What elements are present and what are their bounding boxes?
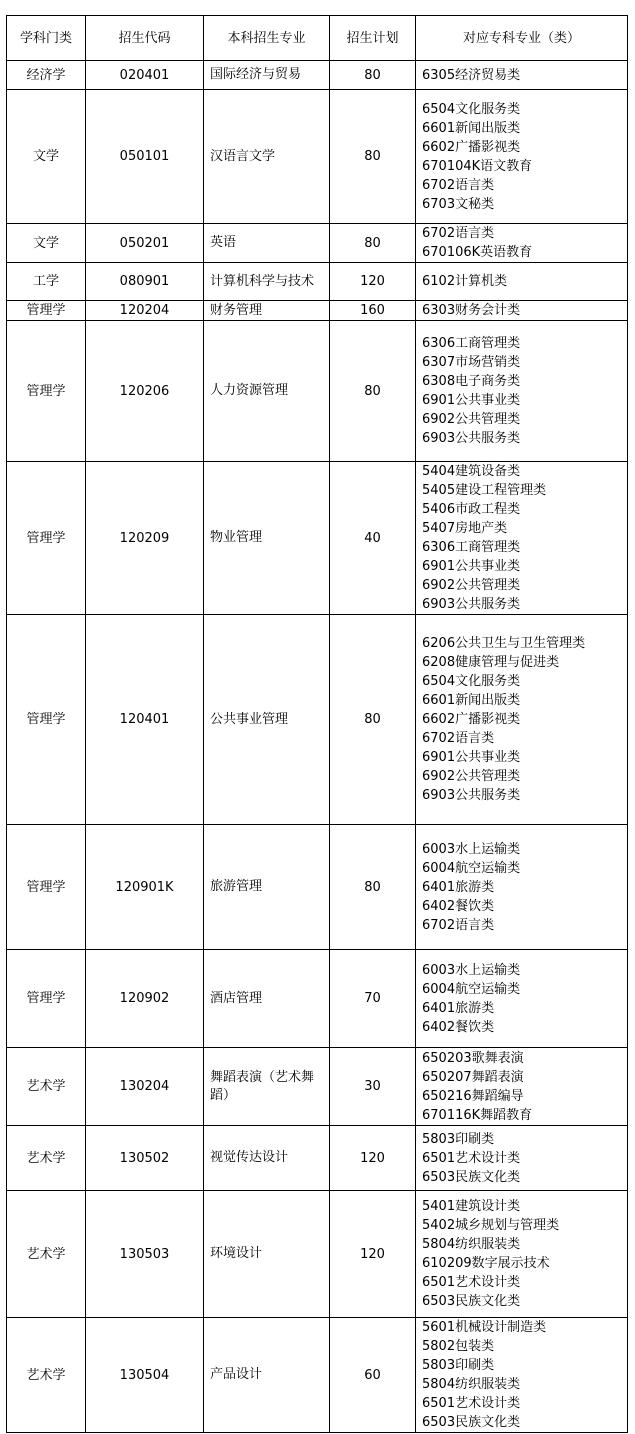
cell-related <box>416 321 628 462</box>
table-row <box>7 1191 628 1318</box>
enrollment-table <box>6 15 628 1433</box>
table-row <box>7 301 628 321</box>
cell-code: 130502 <box>86 1126 204 1191</box>
related-major: 6208健康管理与促进类 <box>422 655 560 670</box>
related-major: 6504文化服务类 <box>422 674 521 689</box>
cell-category: 管理学 <box>7 950 86 1048</box>
table-row <box>7 61 628 90</box>
related-major: 6902公共管理类 <box>422 769 521 784</box>
cell-related <box>416 1318 628 1433</box>
cell-major: 汉语言文学 <box>204 90 330 224</box>
cell-code: 130503 <box>86 1191 204 1318</box>
cell-category: 经济学 <box>7 61 86 90</box>
cell-major: 人力资源管理 <box>204 321 330 462</box>
related-major: 6402餐饮类 <box>422 898 495 914</box>
table-row <box>7 950 628 1048</box>
table-row <box>7 462 628 615</box>
table-row <box>7 263 628 301</box>
cell-plan: 80 <box>330 61 416 90</box>
cell-major: 国际经济与贸易 <box>204 61 330 90</box>
cell-major: 酒店管理 <box>204 950 330 1048</box>
cell-category: 管理学 <box>7 825 86 950</box>
related-major: 6306工商管理类 <box>422 336 521 351</box>
cell-related <box>416 263 628 301</box>
cell-code: 050101 <box>86 90 204 224</box>
cell-code: 050201 <box>86 224 204 263</box>
related-major: 5406市政工程类 <box>422 502 521 517</box>
cell-code: 120901K <box>86 825 204 950</box>
related-major: 6903公共服务类 <box>422 597 521 612</box>
cell-related <box>416 90 628 224</box>
cell-related <box>416 1126 628 1191</box>
cell-category: 管理学 <box>7 615 86 825</box>
cell-category: 工学 <box>7 263 86 301</box>
cell-plan: 30 <box>330 1048 416 1126</box>
related-major: 670116K舞蹈教育 <box>422 1107 533 1123</box>
cell-plan: 80 <box>330 90 416 224</box>
related-major: 670104K语文教育 <box>422 158 533 174</box>
related-major: 6004航空运输类 <box>422 981 521 997</box>
table-row <box>7 825 628 950</box>
related-major: 5803印刷类 <box>422 1131 495 1147</box>
related-major: 6601新闻出版类 <box>422 120 521 136</box>
cell-plan: 70 <box>330 950 416 1048</box>
related-major: 6702语言类 <box>422 177 495 193</box>
cell-related <box>416 615 628 825</box>
header-major: 本科招生专业 <box>204 16 330 61</box>
related-major: 6702语言类 <box>422 731 495 746</box>
cell-major: 计算机科学与技术 <box>204 263 330 301</box>
table-row <box>7 615 628 825</box>
cell-related <box>416 1048 628 1126</box>
related-major: 6401旅游类 <box>422 879 495 895</box>
cell-related <box>416 224 628 263</box>
cell-related <box>416 301 628 321</box>
related-major: 6702语言类 <box>422 917 495 933</box>
related-major: 6703文秘类 <box>422 196 495 212</box>
related-major: 6503民族文化类 <box>422 1415 521 1430</box>
related-major: 5402城乡规划与管理类 <box>422 1218 560 1233</box>
related-major: 6402餐饮类 <box>422 1019 495 1035</box>
related-major: 650203歌舞表演 <box>422 1050 524 1066</box>
cell-code: 020401 <box>86 61 204 90</box>
cell-related <box>416 61 628 90</box>
cell-major: 产品设计 <box>204 1318 330 1433</box>
related-major: 6503民族文化类 <box>422 1169 521 1185</box>
related-major: 650207舞蹈表演 <box>422 1069 524 1085</box>
related-major: 6602广播影视类 <box>422 712 521 727</box>
cell-plan: 80 <box>330 321 416 462</box>
cell-plan: 40 <box>330 462 416 615</box>
cell-category: 管理学 <box>7 462 86 615</box>
related-major: 6401旅游类 <box>422 1000 495 1016</box>
related-major: 6901公共事业类 <box>422 750 521 765</box>
related-major: 5407房地产类 <box>422 521 508 536</box>
cell-category: 文学 <box>7 90 86 224</box>
cell-plan: 120 <box>330 263 416 301</box>
cell-category: 艺术学 <box>7 1048 86 1126</box>
related-major: 610209数字展示技术 <box>422 1256 550 1271</box>
cell-major: 旅游管理 <box>204 825 330 950</box>
cell-category: 管理学 <box>7 321 86 462</box>
cell-code: 120206 <box>86 321 204 462</box>
cell-plan: 160 <box>330 301 416 321</box>
cell-related <box>416 825 628 950</box>
related-major: 6601新闻出版类 <box>422 693 521 708</box>
related-major: 6206公共卫生与卫生管理类 <box>422 636 586 651</box>
cell-plan: 80 <box>330 224 416 263</box>
related-major: 5405建设工程管理类 <box>422 483 547 498</box>
related-major: 5401建筑设计类 <box>422 1199 521 1214</box>
related-major: 5404建筑设备类 <box>422 464 521 479</box>
table-row <box>7 1048 628 1126</box>
header-plan: 招生计划 <box>330 16 416 61</box>
cell-major: 财务管理 <box>204 301 330 321</box>
table-row <box>7 90 628 224</box>
cell-major: 公共事业管理 <box>204 615 330 825</box>
related-major: 6303财务会计类 <box>422 303 521 318</box>
cell-major: 物业管理 <box>204 462 330 615</box>
cell-category: 管理学 <box>7 301 86 321</box>
cell-plan: 80 <box>330 615 416 825</box>
cell-category: 艺术学 <box>7 1191 86 1318</box>
related-major: 6504文化服务类 <box>422 101 521 117</box>
related-major: 6308电子商务类 <box>422 374 521 389</box>
related-major: 6004航空运输类 <box>422 860 521 876</box>
cell-plan: 80 <box>330 825 416 950</box>
cell-major: 舞蹈表演（艺术舞蹈） <box>204 1048 330 1126</box>
table-row <box>7 1126 628 1191</box>
related-major: 5601机械设计制造类 <box>422 1320 547 1335</box>
related-major: 6003水上运输类 <box>422 962 521 978</box>
related-major: 6901公共事业类 <box>422 393 521 408</box>
related-major: 5804纺织服装类 <box>422 1377 521 1392</box>
related-major: 6903公共服务类 <box>422 431 521 446</box>
cell-category: 艺术学 <box>7 1126 86 1191</box>
related-major: 6902公共管理类 <box>422 412 521 427</box>
table-header <box>7 16 628 61</box>
cell-code: 130204 <box>86 1048 204 1126</box>
related-major: 6307市场营销类 <box>422 355 521 370</box>
related-major: 5802包装类 <box>422 1339 495 1354</box>
table-row <box>7 224 628 263</box>
header-category: 学科门类 <box>7 16 86 61</box>
header-row <box>7 16 628 61</box>
related-major: 6901公共事业类 <box>422 559 521 574</box>
cell-plan: 120 <box>330 1126 416 1191</box>
cell-major: 英语 <box>204 224 330 263</box>
related-major: 6503民族文化类 <box>422 1294 521 1309</box>
related-major: 6501艺术设计类 <box>422 1275 521 1290</box>
related-major: 6102计算机类 <box>422 274 508 289</box>
table-row <box>7 321 628 462</box>
cell-related <box>416 1191 628 1318</box>
cell-code: 120204 <box>86 301 204 321</box>
cell-category: 文学 <box>7 224 86 263</box>
related-major: 6305经济贸易类 <box>422 67 521 83</box>
cell-related <box>416 462 628 615</box>
header-related: 对应专科专业（类） <box>416 16 628 61</box>
related-major: 6306工商管理类 <box>422 540 521 555</box>
cell-major: 视觉传达设计 <box>204 1126 330 1191</box>
cell-plan: 60 <box>330 1318 416 1433</box>
cell-code: 120209 <box>86 462 204 615</box>
cell-major: 环境设计 <box>204 1191 330 1318</box>
related-major: 5804纺织服装类 <box>422 1237 521 1252</box>
related-major: 6702语言类 <box>422 226 495 241</box>
cell-plan: 120 <box>330 1191 416 1318</box>
cell-code: 120902 <box>86 950 204 1048</box>
related-major: 6602广播影视类 <box>422 139 521 155</box>
related-major: 6501艺术设计类 <box>422 1396 521 1411</box>
cell-related <box>416 950 628 1048</box>
related-major: 6501艺术设计类 <box>422 1150 521 1166</box>
cell-code: 080901 <box>86 263 204 301</box>
cell-category: 艺术学 <box>7 1318 86 1433</box>
related-major: 5803印刷类 <box>422 1358 495 1373</box>
cell-code: 120401 <box>86 615 204 825</box>
related-major: 6003水上运输类 <box>422 841 521 857</box>
table-row <box>7 1318 628 1433</box>
related-major: 6903公共服务类 <box>422 788 521 803</box>
related-major: 650216舞蹈编导 <box>422 1088 524 1104</box>
cell-code: 130504 <box>86 1318 204 1433</box>
related-major: 6902公共管理类 <box>422 578 521 593</box>
related-major: 670106K英语教育 <box>422 245 533 260</box>
table-body <box>7 61 628 1433</box>
header-code: 招生代码 <box>86 16 204 61</box>
